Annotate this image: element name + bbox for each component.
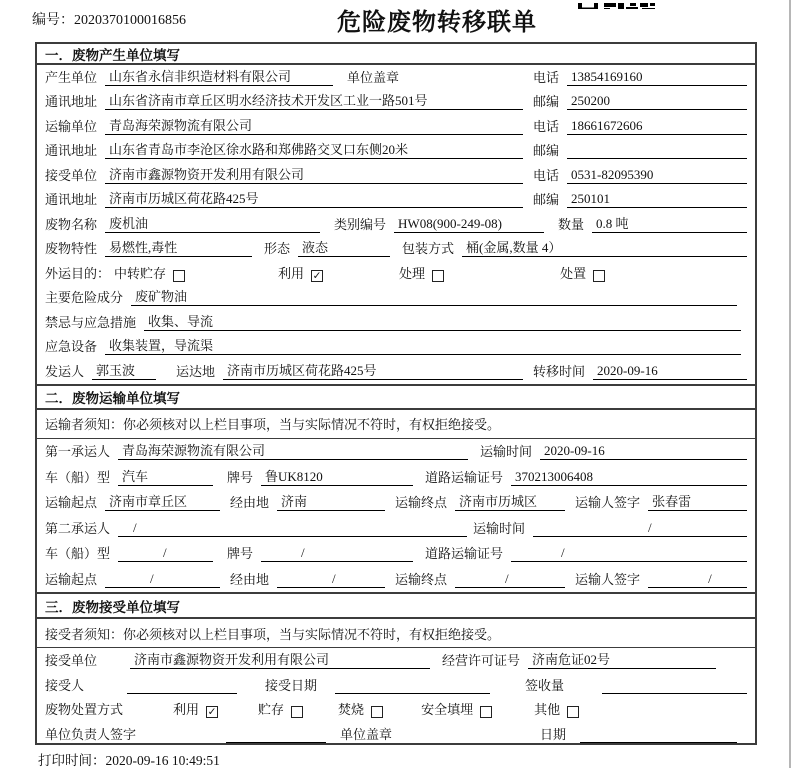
option-label: 其他	[534, 702, 561, 718]
serial-number	[32, 9, 186, 29]
road-permit-field: 370213006408	[511, 469, 747, 486]
vehicle1-row	[37, 464, 755, 490]
waste-traits-row	[37, 237, 755, 262]
checkbox-utilize-checked: ✓	[312, 269, 322, 282]
accept-unit-label: 接受单位	[45, 652, 98, 668]
checkbox-storage	[291, 706, 303, 718]
second-carrier-label: 第二承运人	[45, 520, 111, 536]
checkbox-other	[567, 706, 579, 718]
checkbox-incinerate	[371, 706, 383, 718]
received-quantity-field	[602, 679, 747, 694]
category-code-label: 类别编号	[334, 216, 387, 232]
transporter-name-field: 青岛海荣源物流有限公司	[105, 115, 523, 135]
disposal-option-other	[534, 699, 579, 718]
vehicle-type-field: 汽车	[118, 466, 213, 486]
first-carrier-label: 第一承运人	[45, 444, 111, 460]
receiver-address-row	[37, 188, 755, 213]
date-label: 日期	[540, 727, 567, 743]
checkbox-transfer-storage	[173, 270, 185, 282]
plate-label: 牌号	[227, 469, 254, 485]
accept-person-label: 接受人	[45, 677, 85, 693]
accept-unit-row	[37, 648, 755, 673]
disposal-option-utilize	[173, 699, 218, 718]
option-label: 安全填埋	[421, 702, 474, 718]
carrier-signature-field: /	[648, 571, 747, 588]
waste-traits-field: 易燃性,毒性	[105, 237, 252, 257]
purpose-label: 外运目的：	[45, 265, 111, 281]
producer-address-row	[37, 90, 755, 115]
producer-name-field: 山东省永信非织造材料有限公司	[105, 66, 333, 86]
received-quantity-label: 签收量	[525, 677, 565, 693]
transporter-phone-field: 18661672606	[567, 118, 747, 135]
option-label: 处置	[560, 265, 587, 281]
section3-notice: 接受者须知：你必须核对以上栏目事项，当与实际情况不符时，有权拒绝接受。	[37, 619, 755, 648]
first-carrier-time-field: 2020-09-16	[540, 443, 747, 460]
transporter-address-row	[37, 139, 755, 164]
dispatch-row	[37, 359, 755, 384]
phone-label: 电话	[533, 69, 560, 85]
vehicle-type-label: 车（船）型	[45, 546, 111, 562]
zip-label: 邮编	[533, 94, 560, 109]
producer-phone-field: 13854169160	[567, 69, 747, 86]
print-time	[38, 749, 220, 768]
receiver-address-field: 济南市历城区荷花路425号	[105, 188, 523, 208]
hazard-components-field: 废矿物油	[131, 286, 737, 306]
purpose-option-utilize	[278, 263, 323, 282]
route2-row	[37, 566, 755, 592]
transport-time-label: 运输时间	[472, 520, 525, 536]
vehicle2-row	[37, 541, 755, 567]
option-label: 焚烧	[338, 702, 365, 718]
business-permit-label: 经营许可证号	[442, 652, 521, 668]
destination-field: 济南市历城区荷花路425号	[223, 360, 523, 380]
road-permit-field: /	[511, 545, 747, 562]
receiver-name-field: 济南市鑫源物资开发利用有限公司	[105, 164, 523, 184]
emergency-measures-row	[37, 310, 755, 335]
option-label: 利用	[173, 702, 200, 718]
unit-seal-label: 单位盖章	[340, 727, 393, 743]
address-label: 通讯地址	[45, 143, 98, 158]
transfer-time-field: 2020-09-16	[593, 363, 747, 380]
zip-label: 邮编	[533, 192, 560, 207]
accept-person-field	[127, 679, 237, 694]
receiver-phone-field: 0531-82095390	[567, 167, 747, 184]
producer-row	[37, 65, 755, 90]
first-carrier-field: 青岛海荣源物流有限公司	[118, 440, 468, 460]
waste-name-row	[37, 212, 755, 237]
producer-zip-field: 250200	[567, 93, 747, 110]
via-field: 济南	[277, 491, 385, 511]
option-label: 贮存	[258, 702, 285, 718]
quantity-label: 数量	[558, 216, 585, 232]
receiver-zip-field: 250101	[567, 191, 747, 208]
plate-field: /	[261, 545, 413, 562]
business-permit-field: 济南危证02号	[528, 649, 716, 669]
qr-code-fragment-icon	[578, 0, 655, 9]
accept-date-field	[335, 679, 490, 694]
phone-label: 电话	[533, 167, 560, 183]
origin-field: /	[105, 571, 220, 588]
option-label: 处理	[399, 265, 426, 281]
plate-label: 牌号	[227, 546, 254, 562]
section1-header: 一．废物产生单位填写	[37, 44, 755, 65]
dispatcher-name-field: 郭玉波	[92, 360, 156, 380]
purpose-option-transfer-storage	[114, 263, 185, 282]
transfer-time-label: 转移时间	[533, 363, 586, 379]
transfer-form-table	[35, 42, 757, 745]
section3-header: 三．废物接受单位填写	[37, 592, 755, 619]
first-carrier-row	[37, 439, 755, 465]
checkbox-landfill	[480, 706, 492, 718]
hazard-components-label: 主要危险成分	[45, 290, 124, 305]
waste-traits-label: 废物特性	[45, 241, 98, 256]
section2-header: 二．废物运输单位填写	[37, 384, 755, 410]
waste-name-label: 废物名称	[45, 216, 98, 232]
second-carrier-field: /	[118, 520, 467, 537]
vehicle-type-label: 车（船）型	[45, 469, 111, 485]
form-state-label: 形态	[264, 241, 291, 256]
emergency-measures-field: 收集、导流	[144, 311, 741, 331]
date-field	[580, 728, 737, 743]
serial-label: 编号：	[32, 13, 74, 28]
phone-label: 电话	[533, 118, 560, 134]
transport-time-label: 运输时间	[480, 444, 533, 460]
disposal-method-label: 废物处置方式	[45, 702, 124, 718]
section2-notice: 运输者须知：你必须核对以上栏目事项，当与实际情况不符时，有权拒绝接受。	[37, 410, 755, 439]
via-label: 经由地	[230, 495, 270, 511]
document-title: 危险废物转移联单	[337, 10, 537, 36]
print-time-value: 2020-09-16 10:49:51	[105, 753, 220, 768]
origin-label: 运输起点	[45, 572, 98, 588]
emergency-equipment-field: 收集装置，导流渠	[105, 335, 741, 355]
serial-value: 2020370100016856	[74, 13, 186, 28]
producer-address-field: 山东省济南市章丘区明水经济技术开发区工业一路501号	[105, 90, 523, 110]
emergency-equipment-row	[37, 335, 755, 360]
via-field: /	[277, 571, 385, 588]
vehicle-type-field: /	[118, 545, 213, 562]
checkbox-utilize-checked: ✓	[207, 706, 217, 719]
document-header	[0, 0, 796, 42]
endpoint-label: 运输终点	[395, 572, 448, 588]
category-code-field: HW08(900-249-08)	[394, 216, 544, 233]
emergency-equipment-label: 应急设备	[45, 339, 98, 354]
disposal-option-storage	[258, 699, 303, 718]
disposal-option-landfill	[421, 699, 492, 718]
producer-label: 产生单位	[45, 69, 98, 85]
carrier-signature-label: 运输人签字	[575, 572, 641, 588]
destination-label: 运达地	[176, 363, 216, 379]
packaging-field: 桶(金属,数量 4）	[462, 237, 747, 257]
packaging-label: 包装方式	[402, 241, 455, 256]
quantity-field: 0.8 吨	[592, 213, 747, 233]
road-permit-label: 道路运输证号	[425, 546, 504, 562]
unit-seal-label: 单位盖章	[347, 69, 400, 85]
address-label: 通讯地址	[45, 94, 98, 109]
purpose-row	[37, 261, 755, 286]
endpoint-label: 运输终点	[395, 495, 448, 511]
zip-label: 邮编	[533, 143, 560, 158]
checkbox-treat	[432, 270, 444, 282]
transporter-address-field: 山东省青岛市李沧区徐水路和郑佛路交叉口东侧20米	[105, 139, 523, 159]
receiver-row	[37, 163, 755, 188]
transporter-zip-field	[567, 144, 747, 159]
purpose-option-dispose	[560, 263, 605, 282]
transporter-row	[37, 114, 755, 139]
plate-field: 鲁UK8120	[261, 466, 413, 486]
accept-person-row	[37, 673, 755, 698]
disposal-option-incinerate	[338, 699, 383, 718]
transporter-label: 运输单位	[45, 118, 98, 134]
responsible-signature-label: 单位负责人签字	[45, 727, 137, 743]
disposal-method-row	[37, 698, 755, 723]
dispatcher-label: 发运人	[45, 363, 85, 379]
route1-row	[37, 490, 755, 516]
accept-unit-field: 济南市鑫源物资开发利用有限公司	[130, 649, 430, 669]
origin-field: 济南市章丘区	[105, 491, 220, 511]
responsible-signature-row	[37, 722, 755, 747]
carrier-signature-label: 运输人签字	[575, 495, 641, 511]
road-permit-label: 道路运输证号	[425, 469, 504, 485]
emergency-measures-label: 禁忌与应急措施	[45, 314, 137, 330]
accept-date-label: 接受日期	[265, 677, 318, 693]
origin-label: 运输起点	[45, 495, 98, 511]
form-state-field: 液态	[298, 237, 390, 257]
purpose-option-treat	[399, 263, 444, 282]
responsible-signature-field	[226, 728, 326, 743]
second-carrier-row	[37, 515, 755, 541]
receiver-label: 接受单位	[45, 167, 98, 183]
address-label: 通讯地址	[45, 192, 98, 207]
hazard-components-row	[37, 286, 755, 311]
waste-name-field: 废机油	[105, 213, 320, 233]
second-carrier-time-field: /	[533, 520, 747, 537]
page-edge-line	[789, 0, 791, 768]
option-label: 利用	[278, 265, 305, 281]
option-label: 中转贮存	[114, 265, 167, 281]
print-time-label: 打印时间：	[38, 753, 106, 768]
endpoint-field: /	[455, 571, 565, 588]
checkbox-dispose	[593, 270, 605, 282]
carrier-signature-field: 张春雷	[648, 491, 747, 511]
via-label: 经由地	[230, 572, 270, 588]
endpoint-field: 济南市历城区	[455, 491, 565, 511]
